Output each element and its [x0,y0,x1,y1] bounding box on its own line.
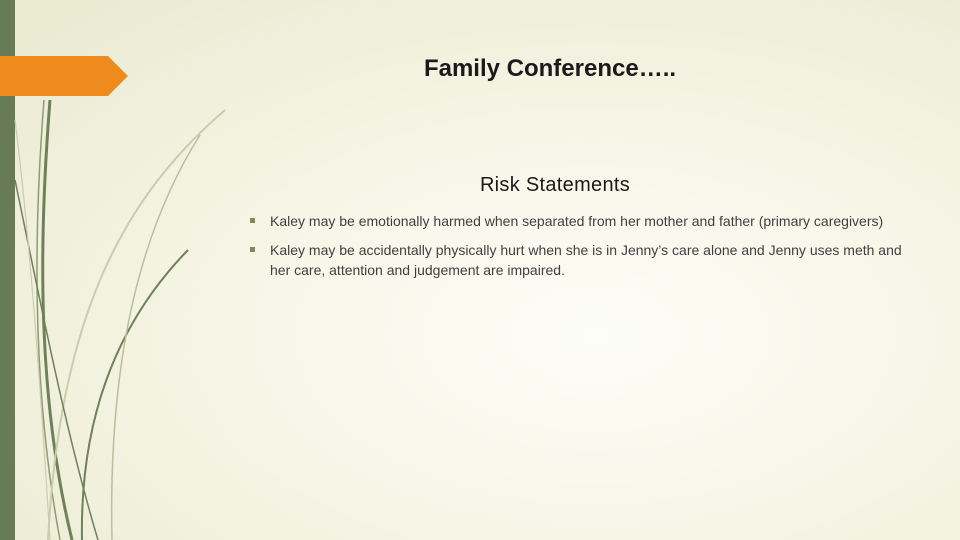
square-bullet-icon [250,247,255,252]
slide-subtitle: Risk Statements [479,174,631,196]
square-bullet-icon [250,218,255,223]
accent-arrow-tab [0,56,128,96]
bullet-item [250,240,910,280]
bullet-item [250,211,910,231]
slide-title: Family Conference….. [423,55,677,82]
bullet-text: Kaley may be emotionally harmed when separated from her mother and father (primary caregivers) [270,213,884,229]
bullet-text: Kaley may be accidentally physically hurt when she is in Jenny’s care alone and Jenny uses meth and her care, attention and judgement are impaired. [270,242,902,278]
bullet-list [250,211,910,289]
